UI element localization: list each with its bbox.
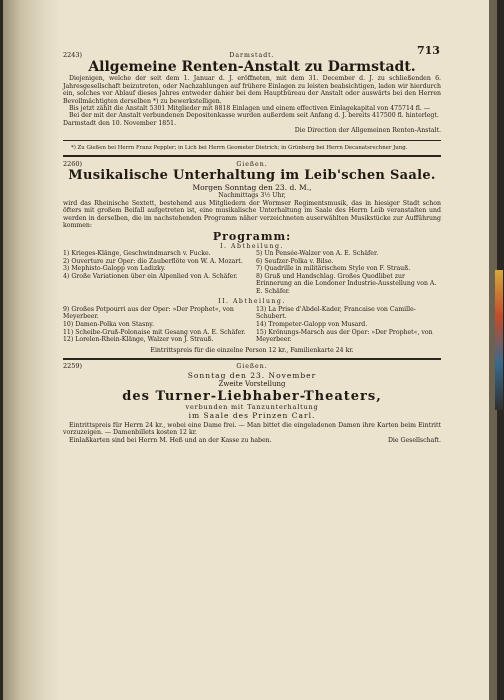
ad-body-2: Bis jetzt zählt die Anstalt 5301 Mitglieder mit 8818 Einlagen und einem effectiven Einlagekapital von 475714 fl. — [69,105,431,113]
ad-body-3: Bei der mit der Anstalt verbundenen Depositenkasse wurden außerdem seit Anfang d. J. bereits 417500 fl. hinterlegt. [69,112,439,120]
part2-heading: II. Abtheilung. [218,298,286,306]
ad-musikalische-unterhaltung [63,161,441,360]
binding-gutter [3,0,61,700]
ad-time-line: Nachmittags 3½ Uhr, [218,192,286,200]
newspaper-page [3,0,497,700]
divider [63,358,441,360]
ad-turner-theater [63,363,441,444]
program-item: 8) Gruß und Handschlag. Großes Quodlibet zur Erinnerung an die Londoner Industrie-Ausstellung von A. E. Schäfer. [256,272,437,295]
part1-program [63,250,441,296]
ad-body: wird das Rheinische Sextett, bestehend aus Mitgliedern der Wormser Regimentsmusik, das in hiesiger Stadt schon öfters mit großem Beifall aufgetreten ist, eine musikalische Unterhaltung im Saale des Herrn Leib veranstalten und werden in derselben, die im nachstehenden Programm näher verzeichneten auserwählten Musikstücke zur Aufführung kommen: [63,199,441,230]
ad-date-line: Sonntag den 23. November [187,370,317,380]
part2-left-column [63,306,248,344]
ad-last-left: Einlaßkarten sind bei Herrn M. Heß und an der Kasse zu haben. [69,436,272,444]
ad-last-line [63,437,441,444]
programm-heading: Programm: [212,229,292,243]
program-item: 14) Trompeter-Galopp von Musard. [256,321,368,329]
ad-signature: Die Direction der Allgemeinen Renten-Anstalt. [294,127,441,135]
ad-last-right: Die Gesellschaft. [387,436,441,444]
ad-place: Gießen. [236,363,268,371]
ad-title: Musikalische Unterhaltung im Leib'schen Saale. [68,168,436,184]
program-item: 6) Seufzer-Polka v. Bilse. [256,257,334,265]
program-item: 7) Quadrille in militärischem Style von F. Strauß. [256,265,411,273]
ad-place: Gießen. [236,161,268,169]
ad-number: 2260) [63,160,83,169]
ad-number: 2259) [63,362,83,371]
page-content [63,40,441,444]
program-item: 12) Lorelen-Rhein-Klänge, Walzer von J. Strauß. [63,336,214,344]
ad-footnote: *) Zu Gießen bei Herrn Franz Peppler; in Lich bei Herrn Geometer Dietrich; in Grünberg bei Herrn Decanatsrechner Jung. [71,144,408,151]
part1-heading: I. Abtheilung. [220,242,284,250]
ad-title: des Turner-Liebhaber-Theaters, [122,388,382,404]
part2-program [63,306,441,344]
program-item: 5) Un Pensée-Walzer von A. E. Schäfer. [256,249,379,257]
part1-left-column [63,250,248,296]
ad-date: Darmstadt den 10. November 1851. [63,119,177,127]
part1-right-column [256,250,441,296]
program-item: 2) Ouverture zur Oper: die Zauberflöte von W. A. Mozart. [63,257,243,265]
program-item: 3) Mephisto-Galopp von Ladizky. [63,265,166,273]
program-item: 13) La Prise d'Abdel-Kader, Francaise von Camille-Schubert. [256,305,416,321]
divider [63,140,441,141]
ad-body: Eintrittspreis für Herrn 24 kr., wobei eine Dame frei. — Man bittet die eingeladenen Damen ihre Karten beim Eintritt vorzuzeigen. — Damenbillets kosten 12 kr. [63,422,441,437]
program-item: 9) Großes Potpourri aus der Oper: »Der Prophet«, von Meyerbeer. [63,305,234,321]
program-item: 1) Krieges-Klänge, Geschwindmarsch v. Fucke. [63,249,211,257]
ad-date-line: Morgen Sonntag den 23. d. M., [192,183,312,193]
ad-line5: im Saale des Prinzen Carl. [188,411,316,421]
divider [63,155,441,157]
part2-right-column [256,306,441,344]
color-calibration-strip [495,270,503,410]
ad-entry-price: Eintrittspreis für die einzelne Person 12 kr., Familienkarte 24 kr. [150,346,354,354]
ad-place: Darmstadt. [229,52,275,59]
program-item: 10) Damen-Polka von Stasny. [63,321,154,329]
program-item: 4) Große Variationen über ein Alpenlied von A. Schäfer. [63,272,238,280]
ad-renten-anstalt [63,52,441,157]
ad-body-1: Diejenigen, welche der seit dem 1. Januar d. J. eröffneten, mit dem 31. December d. J. zu schließenden 6. Jahresgesellschaft beizutreten, oder Nachzahlungen auf frühere Einlagen zu leisten beabsichtigen, laden wir hierdurch ein, solches vor Ablauf dieses Jahres entweder dahier bei dem Hauptbüreau der Anstalt oder auswärts bei den Herren Bevollmächtigten derselben *) zu bewerkstelligen. [63,75,441,105]
ad-line2: Zweite Vorstellung [218,379,286,388]
page-number: 713 [417,44,440,57]
ad-line4: verbunden mit Tanzunterhaltung [185,402,319,411]
ad-title: Allgemeine Renten-Anstalt zu Darmstadt. [88,59,416,76]
program-item: 11) Scheibe-Gruß-Polonaise mit Gesang von A. E. Schäfer. [63,328,246,336]
ad-number: 2243) [63,51,83,59]
program-item: 15) Krönungs-Marsch aus der Oper: »Der Prophet«, von Meyerbeer. [256,328,433,344]
